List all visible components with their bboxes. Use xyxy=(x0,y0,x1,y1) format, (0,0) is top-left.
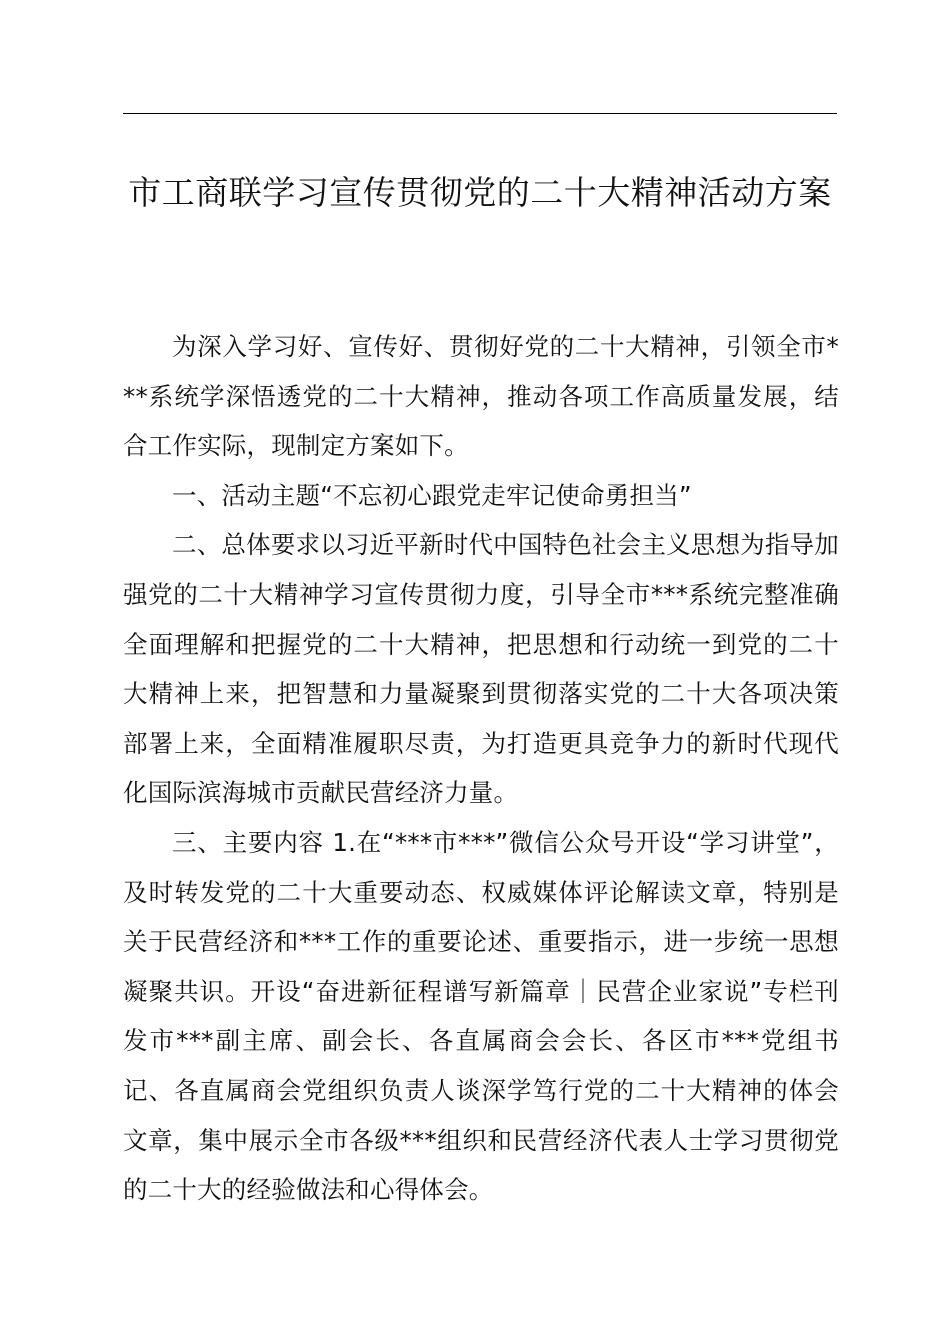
header-rule xyxy=(123,113,837,114)
paragraph-content: 三、主要内容 1.在“***市***”微信公众号开设“学习讲堂”，及时转发党的二十大重要动态、权威媒体评论解读文章，特别是关于民营经济和***工作的重要论述、重要指示，进一步统一思想凝聚共识。开设“奋进新征程谱写新篇章｜民营企业家说”专栏刊发市***副主席、副会长、各直属商会会长、各区市***党组书记、各直属商会党组织负责人谈深学笃行党的二十大精神的体会文章，集中展示全市各级***组织和民营经济代表人士学习贯彻党的二十大的经验做法和心得体会。 xyxy=(123,827,839,1205)
document-body xyxy=(123,322,839,1215)
paragraph-intro: 为深入学习好、宣传好、贯彻好党的二十大精神，引领全市***系统学深悟透党的二十大精神，推动各项工作高质量发展，结合工作实际，现制定方案如下。 xyxy=(123,332,839,461)
paragraph-theme: 一、活动主题“不忘初心跟党走牢记使命勇担当” xyxy=(172,480,692,510)
paragraph-requirements: 二、总体要求以习近平新时代中国特色社会主义思想为指导加强党的二十大精神学习宣传贯彻力度，引导全市***系统完整准确全面理解和把握党的二十大精神，把思想和行动统一到党的二十大精神上来，把智慧和力量凝聚到贯彻落实党的二十大各项决策部署上来，全面精准履职尽责，为打造更具竞争力的新时代现代化国际滨海城市贡献民营经济力量。 xyxy=(123,530,839,808)
document-title: 市工商联学习宣传贯彻党的二十大精神活动方案 xyxy=(128,173,832,212)
